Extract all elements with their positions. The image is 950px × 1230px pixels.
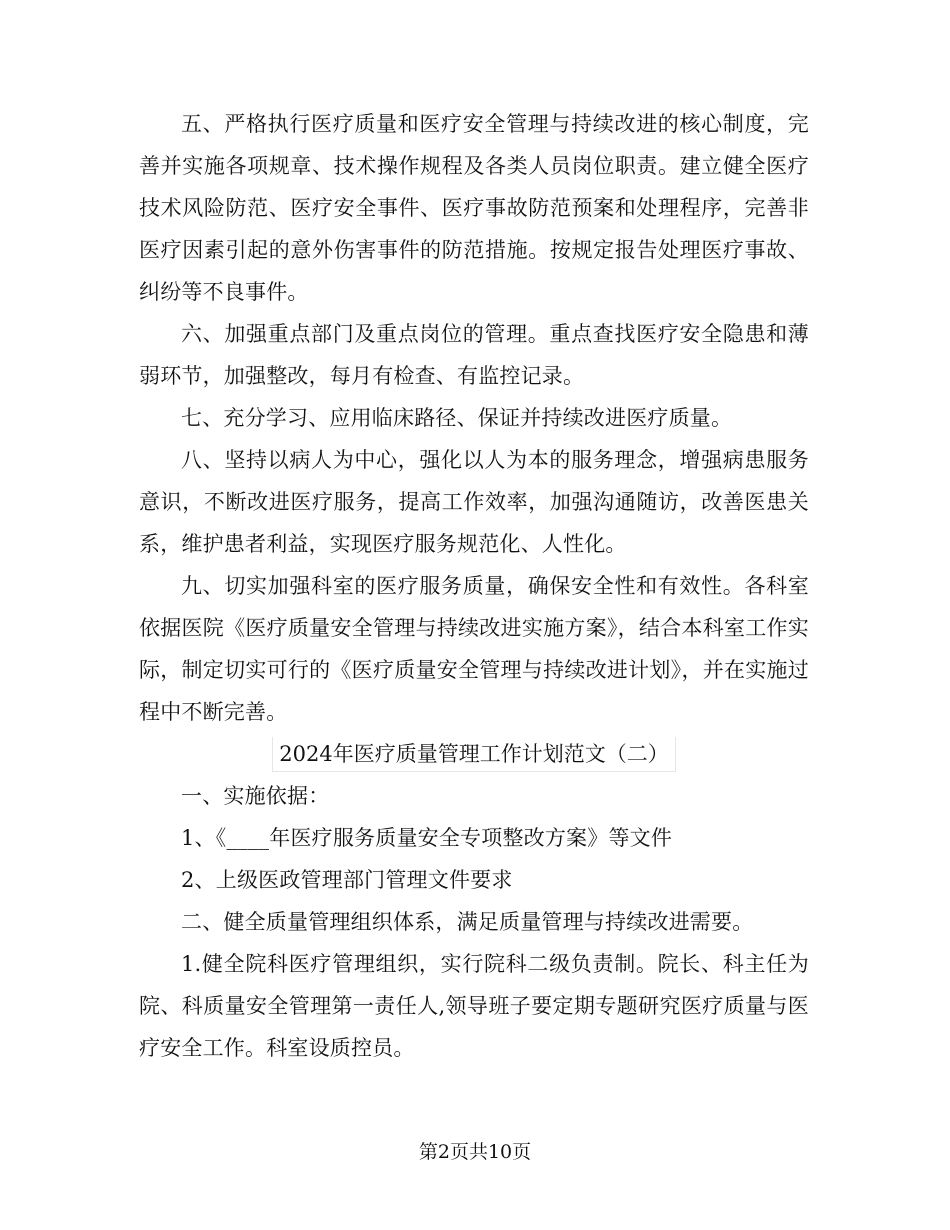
paragraph-basis-item-2: 2、上级医政管理部门管理文件要求 bbox=[181, 868, 513, 892]
paragraph-9-service-quality: 九、切实加强科室的医疗服务质量，确保安全性和有效性。各科室依据医院《医疗质量安全管理与持续改进实施方案》，结合本科室工作实际，制定切实可行的《医疗质量安全管理与持续改进计划》，并在实施过程中不断完善。 bbox=[139, 574, 809, 724]
paragraph-8-patient-centered: 八、坚持以病人为中心，强化以人为本的服务理念，增强病患服务意识，不断改进医疗服务，提高工作效率，加强沟通随访，改善医患关系，维护患者利益，实现医疗服务规范化、人性化。 bbox=[139, 448, 809, 556]
paragraph-7-clinical-pathways: 七、充分学习、应用临床路径、保证并持续改进医疗质量。 bbox=[181, 406, 733, 430]
section-title-wrapper bbox=[139, 733, 809, 775]
section-title: 2024年医疗质量管理工作计划范文（二） bbox=[272, 737, 675, 772]
paragraph-basis-item-1: 1、《____年医疗服务质量安全专项整改方案》等文件 bbox=[181, 826, 673, 850]
paragraph-organization-item-1: 1.健全院科医疗管理组织，实行院科二级负责制。院长、科主任为院、科质量安全管理第一责任人,领导班子要定期专题研究医疗质量与医疗安全工作。科室设质控员。 bbox=[139, 952, 809, 1060]
page-number-footer: 第2页共10页 bbox=[418, 1141, 532, 1163]
paragraph-organization-heading: 二、健全质量管理组织体系，满足质量管理与持续改进需要。 bbox=[181, 910, 754, 934]
paragraph-6-key-departments: 六、加强重点部门及重点岗位的管理。重点查找医疗安全隐患和薄弱环节，加强整改，每月有检查、有监控记录。 bbox=[139, 322, 809, 388]
paragraph-5-core-systems: 五、严格执行医疗质量和医疗安全管理与持续改进的核心制度，完善并实施各项规章、技术操作规程及各类人员岗位职责。建立健全医疗技术风险防范、医疗安全事件、医疗事故防范预案和处理程序，完善非医疗因素引起的意外伤害事件的防范措施。按规定报告处理医疗事故、纠纷等不良事件。 bbox=[139, 112, 809, 304]
document-body bbox=[139, 103, 809, 1069]
paragraph-basis-heading: 一、实施依据： bbox=[181, 784, 330, 808]
